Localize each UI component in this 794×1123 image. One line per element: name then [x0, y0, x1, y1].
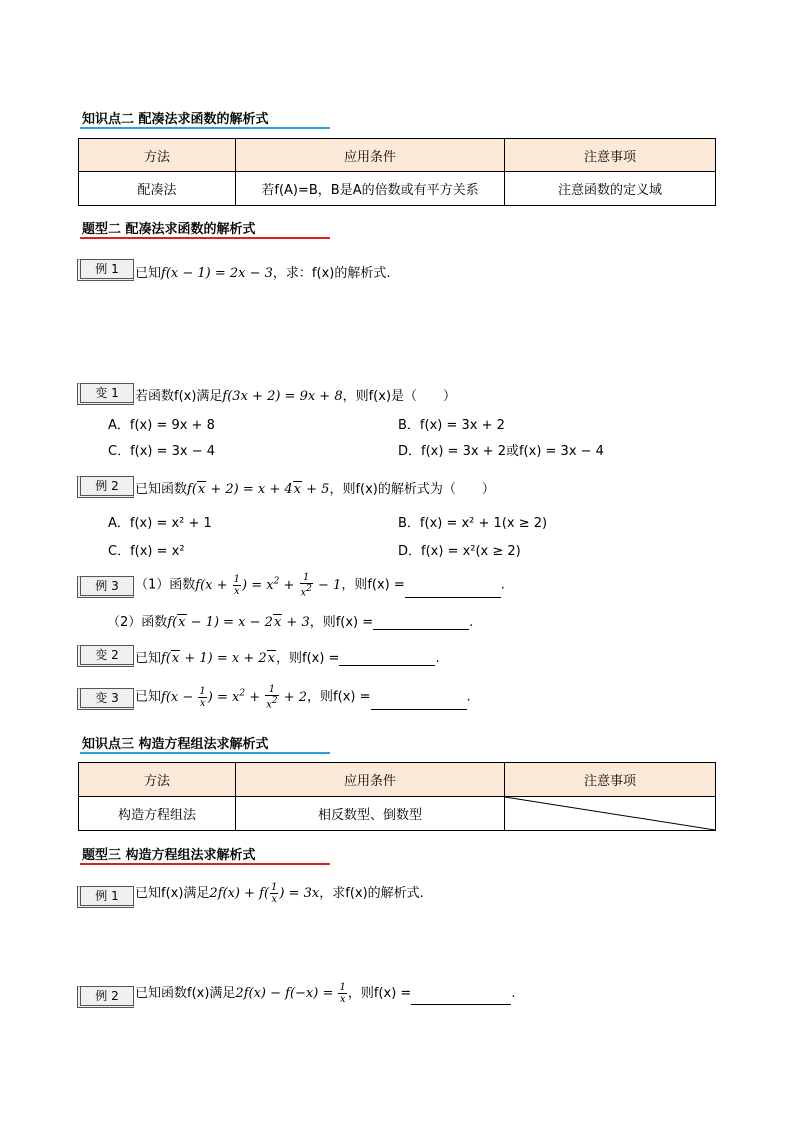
- header-notes: 注意事项: [505, 139, 716, 172]
- cell-method: 配凑法: [79, 172, 236, 206]
- cell-method: 构造方程组法: [79, 797, 236, 831]
- header-condition: 应用条件: [236, 139, 505, 172]
- cell-condition: 若f(A)=B，B是A的倍数或有平方关系: [236, 172, 505, 206]
- type-underline: [80, 863, 330, 865]
- variant-tag: 变 2: [77, 645, 134, 667]
- section-underline: [80, 127, 330, 129]
- option-b[interactable]: B．f(x) = 3x + 2: [398, 418, 505, 433]
- example-tag: 例 1: [77, 886, 134, 908]
- type3-example-2-text: 已知函数f(x)满足2f(x) − f(−x) = $\frac{1}{x}$ ，则f(x) = .: [135, 982, 516, 1005]
- variant-1-text: 若函数f(x)满足f(3x + 2) = 9x + 8，则f(x)是（ ）: [135, 389, 457, 404]
- cell-condition: 相反数型、倒数型: [236, 797, 505, 831]
- type-title-2: 题型二 配凑法求函数的解析式: [82, 222, 256, 237]
- example-tag: 例 3: [77, 576, 134, 598]
- method-table-2: [78, 762, 716, 831]
- option-c[interactable]: C．f(x) = 3x − 4: [108, 444, 216, 459]
- example-tag: 例 2: [77, 986, 134, 1008]
- type-title-3: 题型三 构造方程组法求解析式: [82, 848, 256, 863]
- diagonal-line: [505, 797, 715, 830]
- answer-blank[interactable]: [405, 583, 501, 598]
- header-method: 方法: [79, 139, 236, 172]
- variant-3-text: 已知f(x − $\frac{1}{x}$ ) = $x^2$ + $\frac{1}{x^2}$ + 2，则f(x) = .: [135, 684, 471, 711]
- variant-tag: 变 3: [77, 688, 134, 710]
- cell-notes: 注意函数的定义域: [505, 172, 716, 206]
- example-3-part-2: （2）函数f(x − 1) = x − 2x + 3，则f(x) = .: [107, 615, 474, 630]
- cell-notes-empty: [505, 797, 716, 831]
- section-title-3: 知识点三 构造方程组法求解析式: [82, 737, 269, 752]
- option-d[interactable]: D．f(x) = 3x + 2或f(x) = 3x − 4: [398, 444, 604, 459]
- option-b[interactable]: B．f(x) = x² + 1(x ≥ 2): [398, 516, 548, 531]
- header-method: 方法: [79, 763, 236, 797]
- option-d[interactable]: D．f(x) = x²(x ≥ 2): [398, 544, 521, 559]
- variant-tag: 变 1: [77, 383, 134, 405]
- option-a[interactable]: A．f(x) = 9x + 8: [108, 418, 215, 433]
- example-tag: 例 1: [77, 259, 134, 281]
- option-a[interactable]: A．f(x) = x² + 1: [108, 516, 212, 531]
- answer-blank[interactable]: [373, 615, 469, 630]
- option-c[interactable]: C．f(x) = x²: [108, 544, 185, 559]
- answer-blank[interactable]: [371, 695, 467, 710]
- header-notes: 注意事项: [505, 763, 716, 797]
- section-underline: [80, 752, 330, 754]
- example-3-part-1: （1）函数f(x + $\frac{1}{x}$ ) = $x^2$ + $\frac{1}{x^2}$ − 1，则f(x) = .: [135, 572, 505, 599]
- type3-example-1-text: 已知f(x)满足2f(x) + f( $\frac{1}{x}$ ) = 3x，求f(x)的解析式.: [135, 882, 424, 905]
- answer-blank[interactable]: [411, 990, 511, 1005]
- method-table-1: [78, 138, 716, 206]
- example-tag: 例 2: [77, 476, 134, 498]
- variant-2-text: 已知f(x + 1) = x + 2x，则f(x) = .: [135, 651, 440, 666]
- answer-blank[interactable]: [339, 651, 435, 666]
- header-condition: 应用条件: [236, 763, 505, 797]
- section-title-2: 知识点二 配凑法求函数的解析式: [82, 112, 269, 127]
- example-1-text: 已知f(x − 1) = 2x − 3，求：f(x)的解析式.: [135, 266, 391, 281]
- example-2-text: 已知函数f(x + 2) = x + 4x + 5，则f(x)的解析式为（ ）: [135, 482, 495, 497]
- type-underline: [80, 237, 330, 239]
